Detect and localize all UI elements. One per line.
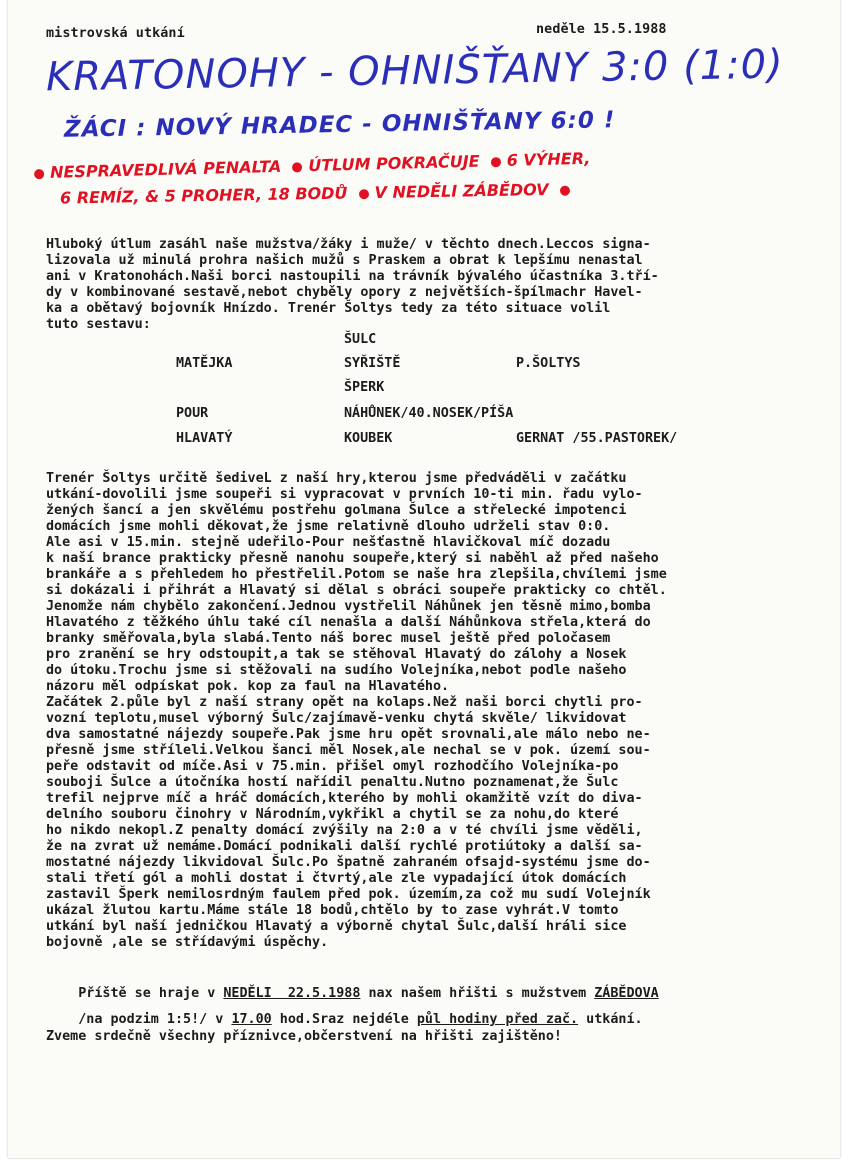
report-line: Začátek 2.půle byl z naší strany opět na kolaps.Než naši borci chytli pro- (46, 695, 643, 710)
intro-line: dy v kombinované sestavě,nebot chyběly opory z největších-špílmachr Havel- (46, 285, 643, 300)
next-match-date: NEDĚLI 22.5.1988 (223, 986, 361, 1002)
note-record: 6 REMÍZ, & 5 PROHER, 18 BODŮ (59, 183, 348, 208)
report-line: stali třetí gól a mohli dostat i čtvrtý,ale zle vypadající útok domácích (46, 871, 627, 886)
lineup-player: KOUBEK (344, 431, 393, 446)
report-line: si dokázali i přihrát a Hlavatý si dělal s obráci soupeře prakticky co chtěl. (46, 583, 667, 598)
lineup-player: NÁHŮNEK/40.NOSEK/PÍŠA (344, 406, 514, 421)
header-left: mistrovská utkání (46, 26, 185, 41)
intro-line: lizovala už minulá prohra našich mužů s Praskem a obrat k lepšímu nenastal (46, 253, 643, 268)
report-line: ukázal žlutou kartu.Máme stále 18 bodů,chtělo by to zase vyhrát.V tomto (46, 903, 619, 918)
intro-line: ka a obětavý bojovník Hnízdo. Trenér Šoltys tedy za této situace volil (46, 301, 611, 316)
lineup-player: MATĚJKA (176, 356, 233, 371)
note-slump-continues: ÚTLUM POKRAČUJE (308, 151, 480, 176)
report-line: k naší brance prakticky přesně nanohu soupeře,který si naběhl až před našeho (46, 551, 659, 566)
handwritten-subtitle: ŽÁCI : NOVÝ HRADEC - OHNIŠŤANY 6:0 ! (63, 107, 616, 143)
document-page (8, 0, 840, 1158)
intro-line: Hluboký útlum zasáhl naše mužstva/žáky i muže/ v těchto dnech.Leccos signa- (46, 237, 651, 252)
next-match-time: 17.00 (231, 1012, 272, 1028)
lineup-player: POUR (176, 406, 209, 421)
report-line: pro zranění se hry odstoupit,a tak se stěhoval Hlavatý do zálohy a Nosek (46, 647, 627, 662)
lineup-goalkeeper: ŠULC (344, 332, 377, 347)
handwritten-notes-line1 (34, 149, 591, 183)
lineup-player: SYŘIŠTĚ (344, 356, 401, 371)
next-match-text: hod.Sraz nejdéle (271, 1012, 417, 1028)
next-match-text: Příště se hraje v (78, 986, 224, 1002)
intro-line: tuto sestavu: (46, 317, 151, 332)
report-line: dva samostatné nájezdy soupeře.Pak jsme hru opět srovnali,ale málo nebo ne- (46, 727, 651, 742)
report-line: mostatné nájezdy likvidoval Šulc.Po špatně zahraném ofsajd-systému jsme do- (46, 855, 651, 870)
report-line: bojovně ,ale se střídavými úspěchy. (46, 935, 329, 950)
lineup-player: GERNAT /55.PASTOREK/ (516, 431, 678, 446)
report-line: souboji Šulce a útočníka hostí nařídil penaltu.Nutno poznamenat,že Šulc (46, 775, 619, 790)
report-line: utkání byl naší jedničkou Hlavatý a výborně chytal Šulc,další hráli sice (46, 919, 627, 934)
report-line: Hlavatého z těžkého úhlu také cíl nenašla a další Náhůnkova střela,která do (46, 615, 651, 630)
next-match-opponent: ZÁBĚDOVA (594, 986, 659, 1002)
report-line: peře odstavit od míče.Asi v 75.min. přišel omyl rozhodčího Volejníka-po (46, 759, 619, 774)
note-next-sunday: V NEDĚLI ZÁBĚDOV (374, 179, 549, 203)
bullet-dot-icon (560, 185, 570, 195)
next-match-text: nax našem hřišti s mužstvem (360, 986, 595, 1002)
note-wins: 6 VÝHER, (506, 148, 591, 170)
bullet-dot-icon (359, 189, 369, 199)
header-date: neděle 15.5.1988 (536, 22, 667, 37)
lineup-player: HLAVATÝ (176, 431, 233, 446)
report-line: Jenomže nám chybělo zakončení.Jednou vystřelil Náhůnek jen těsně mimo,bomba (46, 599, 651, 614)
report-line: domácích jsme mohli děkovat,že jsme relativně dlouho udrželi stav 0:0. (46, 519, 611, 534)
report-line: delního souboru činohry v Národním,vykřikl a chytil se za nohu,do které (46, 807, 619, 822)
handwritten-title: KRATONOHY - OHNIŠŤANY 3:0 (1:0) (45, 41, 785, 101)
report-line: Ale asi v 15.min. stejně udeřilo-Pour nešťastně hlavičkoval míč dozadu (46, 535, 611, 550)
bullet-dot-icon (491, 157, 501, 167)
report-line: Trenér Šoltys určitě šediveL z naší hry,kterou jsme předváděli v začátku (46, 471, 627, 486)
report-line: do útoku.Trochu jsme si stěžovali na sudího Volejníka,nebot podle našeho (46, 663, 627, 678)
report-line: přesně jsme stříleli.Velkou šanci měl Nosek,ale nechal se v pok. území sou- (46, 743, 651, 758)
bullet-dot-icon (292, 162, 302, 172)
report-line: branky směřovala,byla slabá.Tento náš borec musel ještě před poločasem (46, 631, 611, 646)
handwritten-notes-line2 (60, 179, 576, 207)
bullet-dot-icon (34, 169, 44, 179)
lineup-player: P.ŠOLTYS (516, 356, 581, 371)
closing-line: Zveme srdečně všechny příznivce,občerstvení na hřišti zajištěno! (46, 1029, 562, 1044)
report-line: trefil nejprve míč a hráč domácích,kterého by mohli okamžitě vzít do diva- (46, 791, 643, 806)
report-line: žených šancí a jen skvělému postřehu golmana Šulce a střelecké impotenci (46, 503, 627, 518)
next-match-text: /na podzim 1:5!/ v (78, 1012, 232, 1028)
report-line: brankáře a s přehledem ho přestřelil.Potom se naše hra zlepšila,chvílemi jsme (46, 567, 667, 582)
report-line: názoru měl odpískat pok. kop za faul na Hlavatého. (46, 679, 450, 694)
report-line: utkání-dovolili jsme soupeři si vypracovat v prvních 10-ti min. řadu vylo- (46, 487, 643, 502)
report-line: vozní teplotu,musel výborný Šulc/zajímavě-venku chytá skvěle/ likvidovat (46, 711, 627, 726)
report-line: ho nikdo nekopl.Z penalty domácí zvýšily na 2:0 a v té chvíli jsme věděli, (46, 823, 643, 838)
lineup-player: ŠPERK (344, 380, 385, 395)
intro-line: ani v Kratonohách.Naši borci nastoupili na trávník bývalého účastníka 3.tří- (46, 269, 659, 284)
next-match-meet-time: půl hodiny před zač. (416, 1012, 579, 1028)
note-unfair-penalty: NESPRAVEDLIVÁ PENALTA (49, 156, 282, 182)
report-line: zastavil Šperk nemilosrdným faulem před pok. územím,za což mu sudí Volejník (46, 887, 651, 902)
report-line: že na zvrat už nemáme.Domácí podnikali další rychlé protiútoky a další sa- (46, 839, 643, 854)
next-match-text: utkání. (578, 1012, 643, 1028)
